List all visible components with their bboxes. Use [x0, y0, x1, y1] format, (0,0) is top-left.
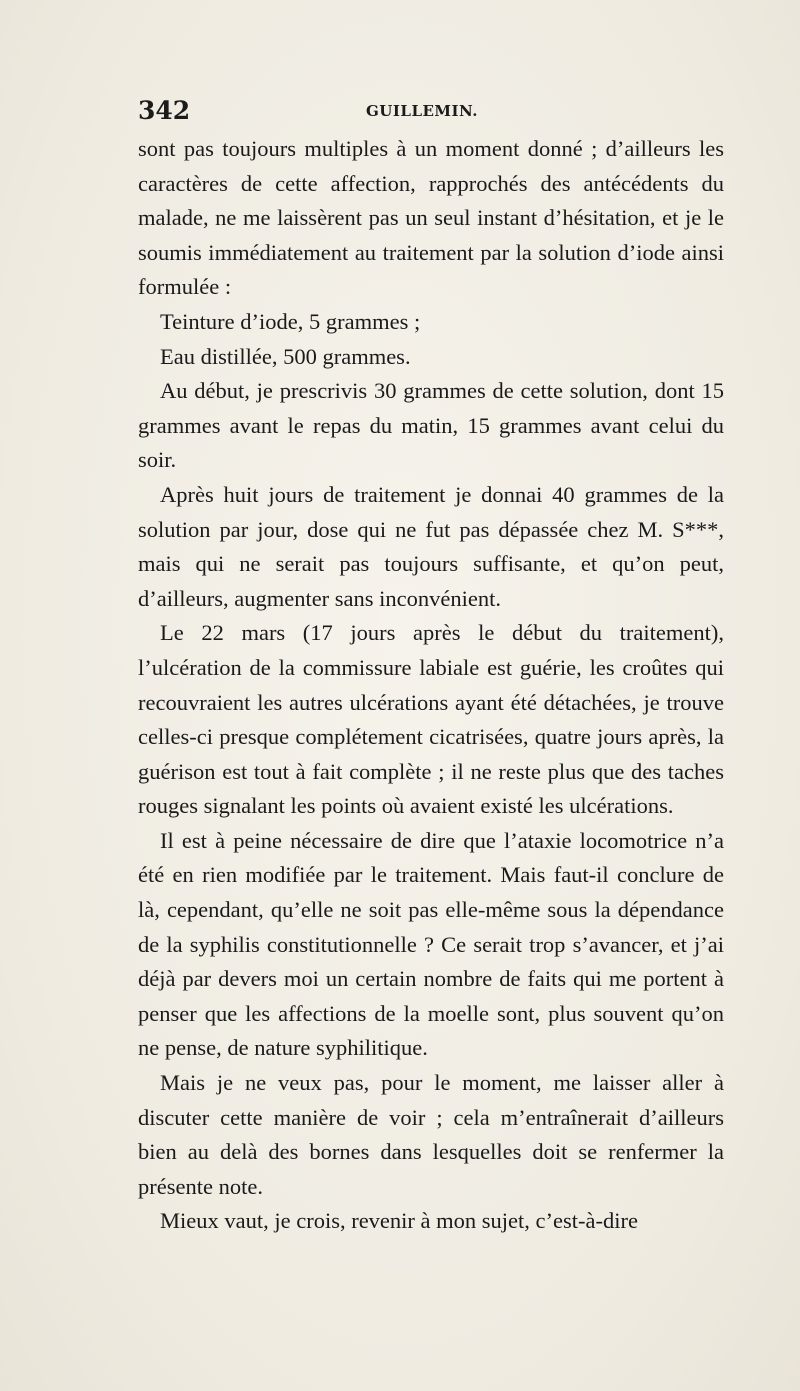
running-head: GUILLEMIN.: [366, 102, 479, 120]
formula-line-water: Eau distillée, 500 grammes.: [160, 343, 411, 369]
paragraph: Le 22 mars (17 jours après le début du traitement), l’ulcération de la commissure labiale est guérie, les croûtes qui recouvraient les autres ulcérations ayant été détachées, je trouve celles-ci presque complétement cicatrisées, quatre jours après, la guérison est tout à fait complète ; il ne reste plus que des taches rouges signalant les points où avaient existé les ulcérations.: [138, 620, 724, 819]
paragraph: Il est à peine nécessaire de dire que l’ataxie locomotrice n’a été en rien modifiée par le traitement. Mais faut-il conclure de là, cependant, qu’elle ne soit pas elle-même sous la dépendance de la syphilis constitutionnelle ? Ce serait trop s’avancer, et j’ai déjà par devers moi un certain nombre de faits qui me portent à penser que les affections de la moelle sont, plus souvent qu’on ne pense, de nature syphilitique.: [138, 827, 724, 1061]
page-header: [138, 96, 724, 130]
formula-line-iodine: Teinture d’iode, 5 grammes ;: [160, 308, 421, 334]
paragraph-continuation: sont pas toujours multiples à un moment donné ; d’ailleurs les caractères de cette affection, rapprochés des antécédents du malade, ne me laissèrent pas un seul instant d’hésitation, et je le soumis immédiatement au traitement par la solution d’iode ainsi formulée :: [138, 136, 724, 300]
paragraph: Après huit jours de traitement je donnai 40 grammes de la solution par jour, dose qui ne fut pas dépassée chez M. S***, mais qui ne serait pas toujours suffisante, et qu’on peut, d’ailleurs, augmenter sans inconvénient.: [138, 481, 724, 611]
paragraph: Au début, je prescrivis 30 grammes de cette solution, dont 15 grammes avant le repas du matin, 15 grammes avant celui du soir.: [138, 378, 724, 473]
page-number: 342: [138, 96, 191, 125]
paragraph: Mais je ne veux pas, pour le moment, me laisser aller à discuter cette manière de voir ; cela m’entraînerait d’ailleurs bien au delà des bornes dans lesquelles doit se renfermer la présente note.: [138, 1070, 724, 1199]
paragraph: Mieux vaut, je crois, revenir à mon sujet, c’est-à-dire: [160, 1208, 638, 1234]
body-text: [138, 132, 724, 1239]
